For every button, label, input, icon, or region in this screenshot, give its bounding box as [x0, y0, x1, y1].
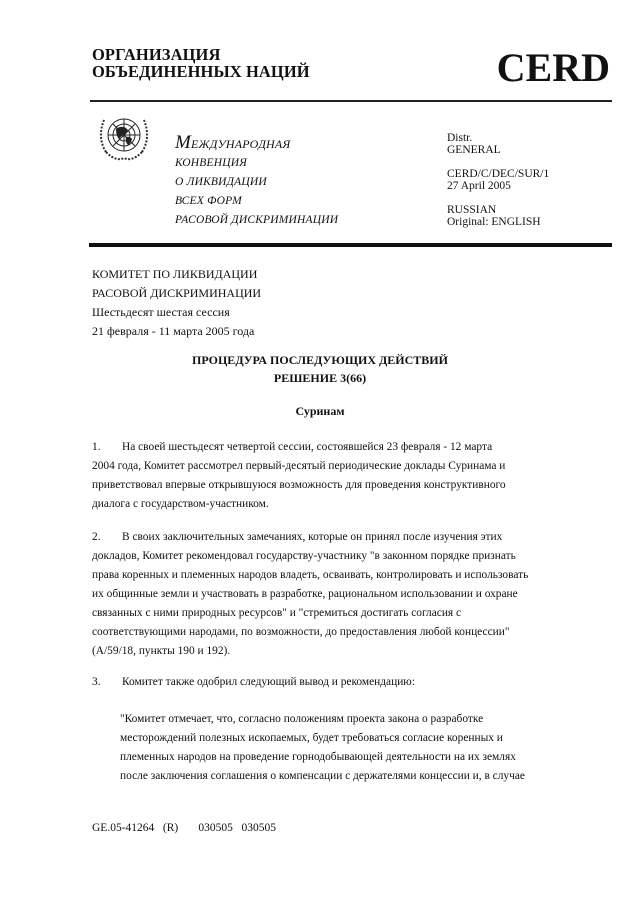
title-line-2: РЕШЕНИЕ 3(66): [273, 371, 367, 385]
convention-line-3: О ЛИКВИДАЦИИ: [175, 176, 267, 188]
quoted-recommendation: "Комитет отмечает, что, согласно положениям проекта закона о разработке месторождений полезных ископаемых, будет требоваться согласие коренных и племенных народов на проведение горнодобывающей деятельности на их землях после заключения соглашения о компенсации с держателями концессии и, в случае: [120, 713, 525, 782]
session-dates: 21 февраля - 11 марта 2005 года: [92, 324, 255, 338]
committee-line-2: РАСОВОЙ ДИСКРИМИНАЦИИ: [92, 286, 262, 300]
paragraph-number: 1.: [92, 441, 101, 453]
session-name: Шестьдесят шестая сессия: [92, 305, 230, 319]
document-code: CERD: [496, 45, 610, 90]
document-title: [0, 351, 640, 387]
document-date: 27 April 2005: [447, 180, 511, 192]
document-language: RUSSIAN: [447, 204, 497, 216]
convention-line-4: ВСЕХ ФОРМ: [175, 195, 242, 207]
paragraph-2: 2. В своих заключительных замечаниях, которые он принял после изучения этих докладов, Комитет рекомендовал государству-участнику "в законном порядке признать права коренных и племенных народов владеть, осваивать, контролировать и использовать их общинные земли и участвовать в разработке, рациональном использовании и охране связанных с ними природных ресурсов" и "стремиться достигать согласия с соответствующими народами, по возможности, до предоставления любой концессии" (A/59/18, пункты 190 и 192).: [92, 528, 602, 661]
original-language: Original: ENGLISH: [447, 216, 541, 228]
distribution-value: GENERAL: [447, 144, 501, 156]
distribution-label: Distr.: [447, 132, 473, 144]
document-symbol: CERD/C/DEC/SUR/1: [447, 168, 550, 180]
organization-name: [92, 46, 310, 80]
org-name-line-1: ОРГАНИЗАЦИЯ: [92, 45, 221, 64]
country-heading: Суринам: [295, 404, 345, 418]
convention-line-5: РАСОВОЙ ДИСКРИМИНАЦИИ: [175, 214, 339, 226]
convention-line-2: КОНВЕНЦИЯ: [175, 157, 248, 169]
paragraph-number: 3.: [92, 676, 101, 688]
convention-title: [175, 133, 338, 230]
document-symbol-block: [447, 132, 549, 240]
committee-line-1: КОМИТЕТ ПО ЛИКВИДАЦИИ: [92, 267, 258, 281]
committee-block: [92, 265, 261, 341]
un-emblem-icon: [92, 110, 156, 166]
job-number-footer: GE.05-41264 (R) 030505 030505: [92, 822, 276, 834]
section-divider: [89, 243, 612, 247]
header-divider: [90, 100, 612, 102]
paragraph-number: 2.: [92, 531, 101, 543]
paragraph-3: 3. Комитет также одобрил следующий вывод и рекомендацию:: [92, 673, 602, 692]
paragraph-1: 1. На своей шестьдесят четвертой сессии, состоявшейся 23 февраля - 12 марта 2004 года, Комитет рассмотрел первый-десятый периодические доклады Суринама и приветствовал впервые открывшуюся возможность для проведения конструктивного диалога с государством-участником.: [92, 438, 602, 514]
convention-line-1: МЕЖДУНАРОДНАЯ: [175, 132, 291, 153]
title-line-1: ПРОЦЕДУРА ПОСЛЕДУЮЩИХ ДЕЙСТВИЙ: [192, 353, 448, 367]
org-name-line-2: ОБЪЕДИНЕННЫХ НАЦИЙ: [92, 62, 310, 81]
